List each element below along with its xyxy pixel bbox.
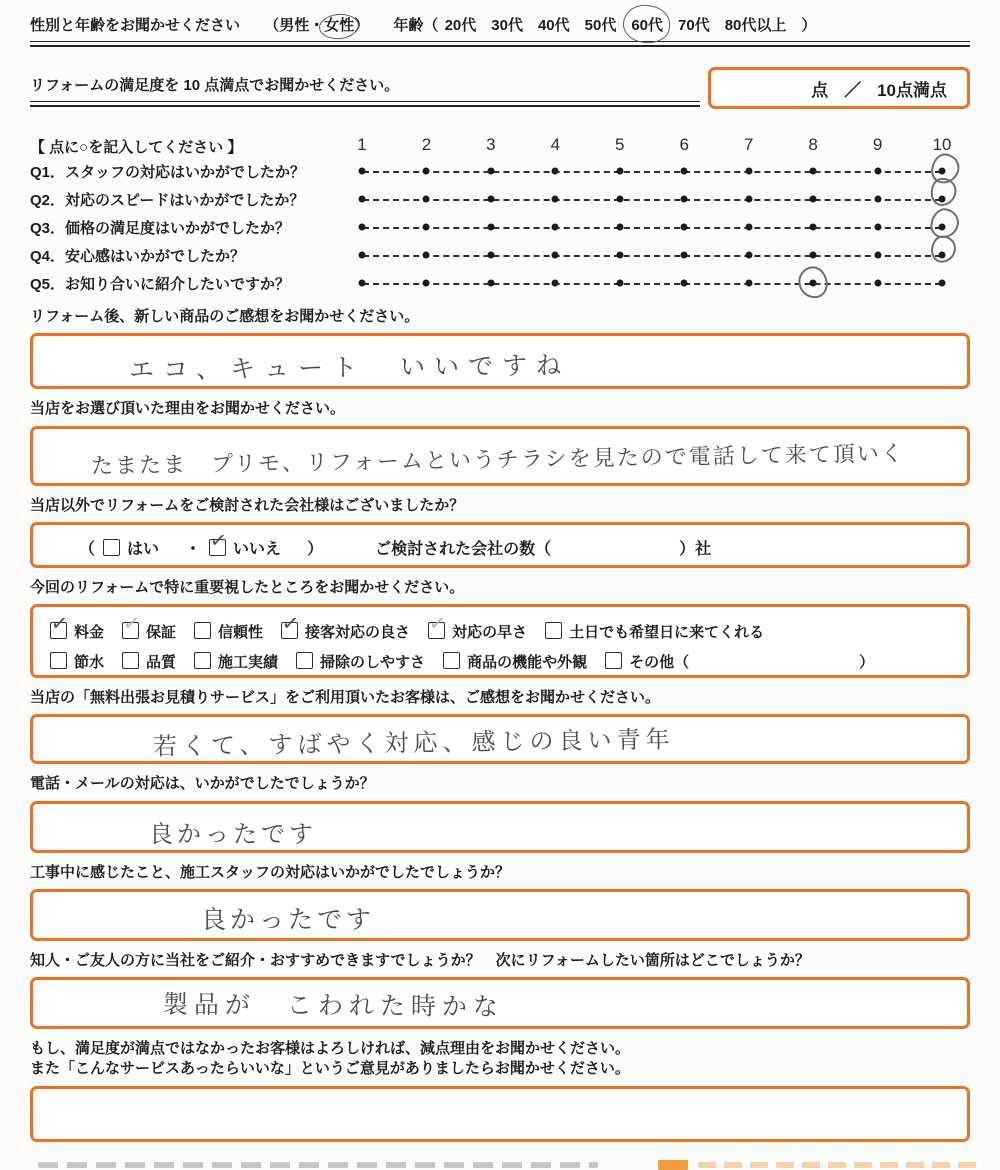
rating-dot-4[interactable] <box>552 280 559 287</box>
construction-answer-box[interactable] <box>30 889 970 941</box>
checkbox[interactable] <box>194 652 211 669</box>
checkbox-label: 品質 <box>146 654 177 671</box>
scale-number-1: 1 <box>357 135 367 154</box>
check-mark-icon: ✓ <box>121 610 141 636</box>
scale-number-10: 10 <box>932 135 952 154</box>
checkbox-option-料金[interactable] <box>49 610 105 641</box>
rating-dot-9[interactable] <box>874 224 881 231</box>
scale-number-5: 5 <box>615 135 625 154</box>
priorities-row-2 <box>50 648 953 678</box>
checkbox[interactable] <box>49 610 69 639</box>
rating-dot-3[interactable] <box>487 224 494 231</box>
rating-dot-1[interactable] <box>359 196 366 203</box>
handwritten-answer: 製品が こわれた時かな <box>162 989 505 1022</box>
rating-row <box>30 269 970 297</box>
rating-row <box>30 157 970 185</box>
rating-scale-numbers <box>357 135 952 157</box>
gender-options <box>264 17 369 34</box>
priorities-question: 今回のリフォームで特に重要視したところをお聞かせください。 <box>30 578 465 596</box>
check-mark-icon: ✓ <box>427 610 448 636</box>
rating-dot-9[interactable] <box>874 168 881 175</box>
score-question-wrap <box>30 74 708 107</box>
checkbox-option-施工実績[interactable] <box>194 654 278 671</box>
section-divider <box>30 41 970 47</box>
company-count-close: ）社 <box>679 540 712 558</box>
rating-scale-track <box>362 185 942 213</box>
rating-section <box>30 131 970 297</box>
other-close-paren: ） <box>859 654 875 671</box>
priorities-rows <box>33 607 967 678</box>
checkbox-option-接客対応の良さ[interactable] <box>280 610 411 641</box>
handwritten-answer: 若くて、すばやく対応、感じの良い青年 <box>152 725 675 761</box>
rating-scale-line <box>363 199 941 201</box>
scale-number-3: 3 <box>486 135 496 154</box>
paren-open: （ <box>79 540 96 558</box>
checkbox[interactable] <box>50 652 67 669</box>
age-option-30代[interactable]: 30代 <box>491 17 523 34</box>
footer-legend-text <box>698 1162 978 1168</box>
impressions-answer-box[interactable] <box>30 333 970 389</box>
rating-row <box>30 241 970 269</box>
handwritten-answer: エコ、キュート いいですね <box>128 350 571 385</box>
checkbox[interactable] <box>103 539 120 556</box>
rating-question-label: Q1．スタッフの対応はいかがでしたか？ <box>30 163 306 181</box>
score-question: リフォームの満足度を 10 点満点でお聞かせください。 <box>30 77 400 94</box>
rating-scale-track <box>362 157 942 185</box>
age-options <box>445 17 817 34</box>
checkbox-label: 土日でも希望日に来てくれる <box>569 624 765 641</box>
age-option-80代以上[interactable]: 80代以上 <box>724 17 787 34</box>
rating-question-label: Q3．価格の満足度はいかがでしたか？ <box>30 219 291 237</box>
rating-dot-2[interactable] <box>423 168 430 175</box>
scale-number-4: 4 <box>550 135 561 154</box>
paren-close: ） <box>307 540 324 558</box>
impressions-question: リフォーム後、新しい商品のご感想をお聞かせください。 <box>30 308 420 325</box>
checkbox-option-対応の早さ[interactable] <box>427 610 528 641</box>
checkbox-option-信頼性[interactable] <box>194 624 263 641</box>
rating-question-label: Q4．安心感はいかがでしたか？ <box>30 247 246 265</box>
rating-dot-5[interactable] <box>616 224 623 231</box>
rating-dot-3[interactable] <box>487 168 494 175</box>
checkbox-label: その他（ <box>629 654 690 671</box>
rating-rows <box>30 157 970 297</box>
age-option-70代[interactable]: 70代 <box>678 17 710 34</box>
rating-dot-7[interactable] <box>745 280 752 287</box>
checkbox-option-品質[interactable] <box>122 654 176 671</box>
rating-dot-7[interactable] <box>745 224 752 231</box>
checkbox-option-はい[interactable] <box>103 541 159 558</box>
rating-dot-1[interactable] <box>359 168 366 175</box>
estimate-answer-box[interactable] <box>30 714 970 764</box>
footer-cutoff-row <box>30 1160 980 1170</box>
section-divider <box>30 101 700 107</box>
footer-legend-square-icon <box>658 1160 688 1170</box>
rating-dot-3[interactable] <box>487 280 494 287</box>
rating-dot-9[interactable] <box>874 196 881 203</box>
rating-dot-4[interactable] <box>552 168 559 175</box>
scale-number-2: 2 <box>421 135 432 154</box>
rating-dot-6[interactable] <box>681 196 688 203</box>
rating-dot-5[interactable] <box>616 168 623 175</box>
priorities-row-1 <box>49 610 953 648</box>
demographics-question: 性別と年齢をお聞かせください <box>30 17 241 34</box>
checkbox-option-掃除のしやすさ[interactable] <box>296 654 425 671</box>
other-companies-question: 当店以外でリフォームをご検討された会社様はございましたか？ <box>30 496 465 514</box>
checkbox-label: 施工実績 <box>218 654 279 671</box>
rating-scale-track <box>362 241 942 269</box>
handwritten-answer: 良かったです <box>201 904 376 934</box>
age-label: 年齢（ <box>393 17 439 34</box>
check-mark-icon: ✓ <box>208 526 229 553</box>
reason-question: 当店をお選び頂いた理由をお聞かせください。 <box>30 400 346 418</box>
checkbox-option-その他[interactable] <box>605 654 874 671</box>
rating-instruction: 【 点に○を記入してください 】 <box>30 139 243 156</box>
handwritten-answer: たまたま プリモ、リフォームというチラシを見たので電話して来て頂いく <box>90 441 905 479</box>
rating-dot-2[interactable] <box>423 196 430 203</box>
rating-scale-line <box>363 171 941 173</box>
checkbox-label: はい <box>127 540 160 558</box>
checkbox-label: いいえ <box>233 540 282 558</box>
rating-dot-4[interactable] <box>552 224 559 231</box>
age-option-40代[interactable]: 40代 <box>537 17 570 34</box>
deduction-question-line1: もし、満足度が満点ではなかったお客様はよろしければ、減点理由をお聞かせください。 <box>30 1040 631 1057</box>
rating-dot-6[interactable] <box>681 252 688 259</box>
demographics-section <box>30 14 970 35</box>
checkbox[interactable] <box>296 652 313 669</box>
rating-scale-line <box>363 255 941 257</box>
rating-dot-1[interactable] <box>359 252 366 259</box>
checkbox-label: 商品の機能や外観 <box>467 654 588 671</box>
rating-dot-5[interactable] <box>616 196 623 203</box>
checkbox-label: 接客対応の良さ <box>305 624 411 641</box>
rating-dot-8[interactable] <box>810 168 817 175</box>
rating-dot-6[interactable] <box>681 224 688 231</box>
referral-question: 知人・ご友人の方に当社をご紹介・おすすめできますでしょうか？ 次にリフォームしたい箇所はどこでしょうか？ <box>30 951 810 969</box>
selected-score-circle <box>930 235 956 263</box>
other-companies-row <box>33 525 967 559</box>
company-count-label: ご検討された会社の数（ <box>375 540 552 558</box>
checkbox-option-保証[interactable] <box>121 610 177 641</box>
checkbox[interactable] <box>545 622 562 639</box>
checkbox-label: 掃除のしやすさ <box>320 654 426 671</box>
checkbox-option-商品の機能や外観[interactable] <box>443 654 587 671</box>
selected-score-circle <box>797 264 830 300</box>
phone-mail-question: 電話・メールの対応は、いかがでしたでしょうか？ <box>30 775 375 793</box>
check-mark-icon: ✓ <box>49 610 69 636</box>
scale-number-7: 7 <box>743 135 754 154</box>
separator-dot: ・ <box>185 540 202 558</box>
checkbox-label: 節水 <box>74 654 105 671</box>
handwritten-answer: 良かったです <box>149 819 317 848</box>
priorities-box <box>30 604 970 678</box>
checkbox-label: 対応の早さ <box>452 624 528 641</box>
rating-dot-5[interactable] <box>616 280 623 287</box>
age-close-paren: ） <box>801 17 817 34</box>
footer-cutoff-text <box>38 1162 598 1168</box>
reason-answer-box[interactable] <box>30 426 970 486</box>
rating-dot-8[interactable] <box>810 196 817 203</box>
rating-dot-6[interactable] <box>681 168 688 175</box>
checkbox-option-いいえ[interactable] <box>208 526 282 558</box>
score-slash: ／ <box>844 80 862 100</box>
rating-dot-4[interactable] <box>552 196 559 203</box>
checkbox[interactable] <box>194 622 211 639</box>
gender-close-paren: ） <box>354 17 370 34</box>
checkbox-option-節水[interactable] <box>50 654 104 671</box>
rating-header <box>30 131 970 157</box>
rating-dot-10[interactable] <box>939 280 946 287</box>
rating-scale-line <box>363 227 941 229</box>
rating-dot-6[interactable] <box>681 280 688 287</box>
rating-row <box>30 213 970 241</box>
age-option-60代-circled[interactable]: 60代 <box>631 14 663 35</box>
satisfaction-score-section <box>30 67 970 107</box>
deduction-question <box>30 1039 970 1080</box>
rating-dot-2[interactable] <box>423 280 430 287</box>
rating-question-label: Q5．お知り合いに紹介したいですか？ <box>30 275 291 293</box>
gender-option-female-circled[interactable]: 女性 <box>324 17 355 34</box>
checkbox[interactable] <box>121 610 141 639</box>
checkbox-option-土日でも希望日に来てくれる[interactable] <box>545 624 764 641</box>
rating-dot-8[interactable] <box>810 224 817 231</box>
check-mark-icon: ✓ <box>280 610 301 636</box>
rating-dot-1[interactable] <box>359 280 366 287</box>
checkbox-label: 信頼性 <box>218 624 264 641</box>
rating-dot-8[interactable] <box>810 252 817 259</box>
scale-number-8: 8 <box>808 135 818 154</box>
rating-dot-4[interactable] <box>552 252 559 259</box>
scale-number-6: 6 <box>679 135 689 154</box>
rating-dot-5[interactable] <box>616 252 623 259</box>
rating-dot-9[interactable] <box>874 280 881 287</box>
rating-dot-3[interactable] <box>487 196 494 203</box>
other-companies-box <box>30 522 970 568</box>
referral-answer-box[interactable] <box>30 977 970 1029</box>
checkbox[interactable] <box>122 652 139 669</box>
checkbox[interactable] <box>280 610 301 639</box>
checkbox[interactable] <box>208 526 229 556</box>
rating-dot-3[interactable] <box>487 252 494 259</box>
rating-row <box>30 185 970 213</box>
rating-scale-track <box>362 269 942 297</box>
checkbox[interactable] <box>443 652 460 669</box>
rating-question-label: Q2．対応のスピードはいかがでしたか？ <box>30 191 305 209</box>
rating-dot-2[interactable] <box>423 252 430 259</box>
rating-scale-line <box>363 283 941 285</box>
checkbox[interactable] <box>605 652 622 669</box>
estimate-service-question: 当店の「無料出張お見積りサービス」をご利用頂いたお客様は、ご感想をお聞かせください。 <box>30 689 661 706</box>
rating-dot-7[interactable] <box>745 252 752 259</box>
gender-open-paren: （男性・ <box>264 17 325 34</box>
score-entry-box[interactable] <box>708 67 970 109</box>
scale-number-9: 9 <box>872 135 883 154</box>
rating-dot-2[interactable] <box>423 224 430 231</box>
score-unit-label: 点 <box>811 80 829 100</box>
checkbox-label: 料金 <box>74 624 105 641</box>
rating-dot-7[interactable] <box>745 196 752 203</box>
age-option-50代[interactable]: 50代 <box>584 17 617 34</box>
rating-dot-7[interactable] <box>745 168 752 175</box>
checkbox[interactable] <box>427 610 448 639</box>
construction-question: 工事中に感じたこと、施工スタッフの対応はいかがでしたでしょうか？ <box>30 863 511 881</box>
deduction-question-line2: また「こんなサービスあったらいいな」というご意見がありましたらお聞かせください。 <box>30 1060 630 1078</box>
age-option-20代[interactable]: 20代 <box>444 17 477 34</box>
score-max-label: 10点満点 <box>877 80 947 100</box>
deduction-answer-box[interactable] <box>30 1086 970 1142</box>
phone-mail-answer-box[interactable] <box>30 801 970 853</box>
checkbox-label: 保証 <box>146 624 177 641</box>
rating-dot-1[interactable] <box>359 224 366 231</box>
rating-dot-9[interactable] <box>874 252 881 259</box>
rating-scale-track <box>362 213 942 241</box>
